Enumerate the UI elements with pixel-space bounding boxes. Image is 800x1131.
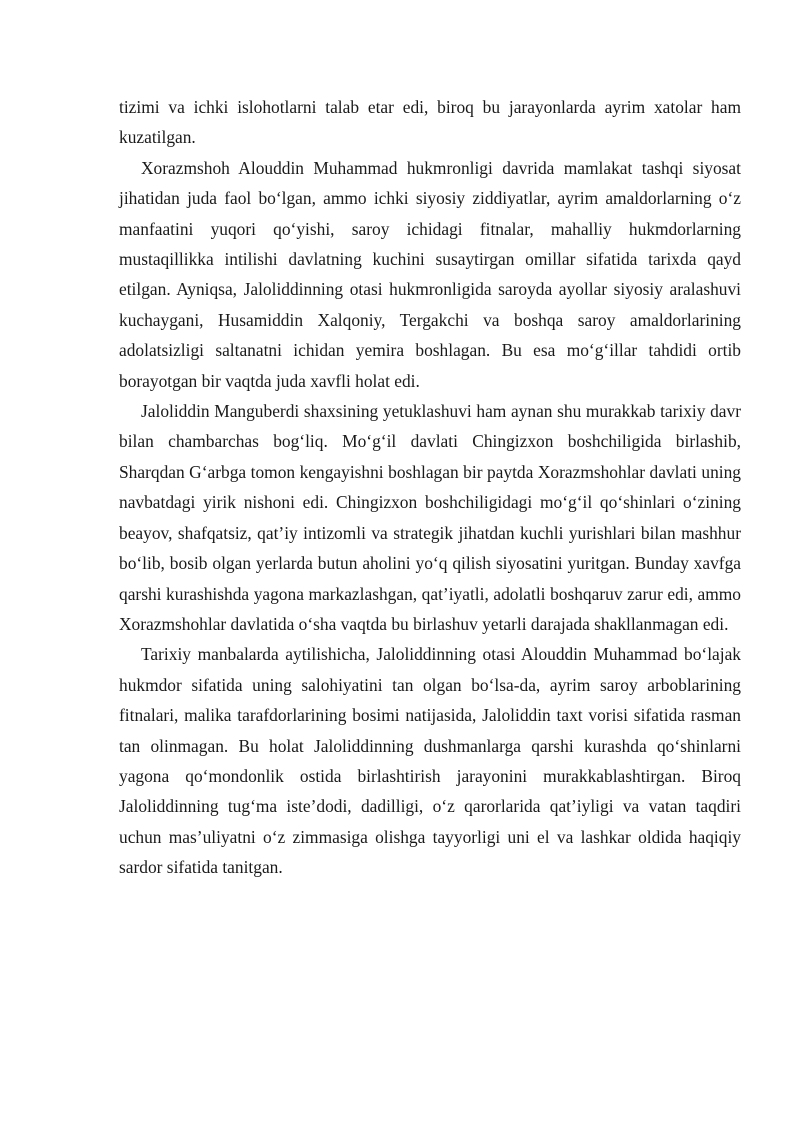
paragraph-2: Xorazmshoh Alouddin Muhammad hukmronligi davrida mamlakat tashqi siyosat jihatidan juda faol bo‘lgan, ammo ichki siyosiy ziddiyatlar, ayrim amaldorlarning o‘z manfaatini yuqori qo‘yishi, saroy ichidagi fitnalar, mahalliy hukmdorlarning mustaqillikka intilishi davlatning kuchini susaytirgan omillar sifatida tarixda qayd etilgan. Ayniqsa, Jaloliddinning otasi hukmronligida saroyda ayollar siyosiy aralashuvi kuchaygani, Husamiddin Xalqoniy, Tergakchi va boshqa saroy amaldorlarining adolatsizligi saltanatni ichidan yemira boshlagan. Bu esa mo‘g‘illar tahdidi ortib borayotgan bir vaqtda juda xavfli holat edi. <box>119 157 741 391</box>
document-page <box>119 92 741 883</box>
paragraph-1: tizimi va ichki islohotlarni talab etar edi, biroq bu jarayonlarda ayrim xatolar ham kuzatilgan. <box>119 97 741 148</box>
paragraph-3: Jaloliddin Manguberdi shaxsining yetuklashuvi ham aynan shu murakkab tarixiy davr bilan chambarchas bog‘liq. Mo‘g‘il davlati Chingizxon boshchiligida birlashib, Sharqdan G‘arbga tomon kengayishni boshlagan bir paytda Xorazmshohlar davlati uning navbatdagi yirik nishoni edi. Chingizxon boshchiligidagi mo‘g‘il qo‘shinlari o‘zining beayov, shafqatsiz, qat’iy intizomli va strategik jihatdan kuchli yurishlari bilan mashhur bo‘lib, bosib olgan yerlarda butun aholini yo‘q qilish siyosatini yuritgan. Bunday xavfga qarshi kurashishda yagona markazlashgan, qat’iyatli, adolatli boshqaruv zarur edi, ammo Xorazmshohlar davlatida o‘sha vaqtda bu birlashuv yetarli darajada shakllanmagan edi. <box>119 401 741 634</box>
paragraph-4: Tarixiy manbalarda aytilishicha, Jaloliddinning otasi Alouddin Muhammad bo‘lajak hukmdor sifatida uning salohiyatini tan olgan bo‘lsa-da, ayrim saroy arboblarining fitnalari, malika tarafdorlarining bosimi natijasida, Jaloliddin taxt vorisi sifatida rasman tan olinmagan. Bu holat Jaloliddinning dushmanlarga qarshi kurashda qo‘shinlarni yagona qo‘mondonlik ostida birlashtirish jarayonini murakkablashtirgan. Biroq Jaloliddinning tug‘ma iste’dodi, dadilligi, o‘z qarorlarida qat’iyligi va vatan taqdiri uchun mas’uliyatni o‘z zimmasiga olishga tayyorligi uni el va lashkar oldida haqiqiy sardor sifatida tanitgan. <box>119 644 741 878</box>
